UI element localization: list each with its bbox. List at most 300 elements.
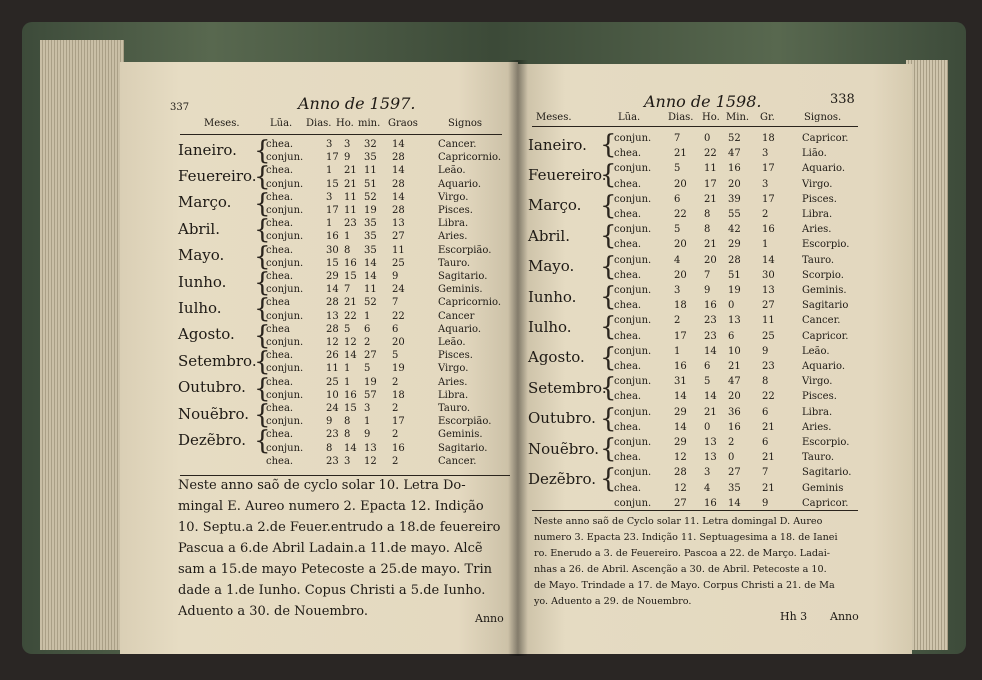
hour-value: 16 — [344, 389, 357, 401]
hour-value: 8 — [344, 244, 351, 256]
table-row — [518, 299, 912, 312]
sign-value: Capricornio. — [438, 297, 502, 309]
minute-value: 10 — [728, 345, 741, 357]
table-row — [120, 138, 518, 151]
book-gutter — [508, 60, 528, 656]
moon-phase: conjun. — [266, 363, 304, 375]
sign-value: Leão. — [438, 165, 466, 177]
month-label: Iulho. — [178, 299, 222, 317]
sign-value: Tauro. — [802, 254, 835, 266]
day-value: 20 — [674, 269, 687, 281]
sign-value: Aquario. — [438, 178, 482, 190]
sign-value: Scorpio. — [802, 269, 844, 281]
minute-value: 47 — [728, 376, 741, 388]
day-value: 16 — [674, 361, 687, 372]
degree-value: 3 — [762, 148, 769, 160]
day-value: 7 — [674, 133, 681, 144]
left-header-rule — [180, 134, 502, 135]
month-label: Nouẽbro. — [528, 439, 600, 458]
hour-value: 21 — [704, 239, 717, 251]
month-label: Nouẽbro. — [178, 404, 250, 423]
table-row — [518, 238, 912, 251]
month-label: Dezẽbro. — [528, 470, 596, 488]
degree-value: 6 — [762, 437, 769, 448]
hour-value: 14 — [344, 350, 357, 362]
minute-value: 51 — [364, 178, 377, 190]
table-row — [518, 269, 912, 282]
degree-value: 2 — [392, 455, 399, 467]
table-row — [120, 349, 518, 362]
table-row — [120, 178, 518, 191]
degree-value: 30 — [762, 269, 775, 281]
paragraph-line: sam a 15.de mayo Petecoste a 25.de mayo. Trin — [178, 562, 492, 577]
moon-phase: chea. — [266, 271, 294, 282]
month-label: Março. — [178, 193, 232, 212]
right-page — [518, 64, 912, 654]
degree-value: 13 — [762, 285, 775, 296]
degree-value: 25 — [762, 330, 775, 342]
degree-value: 25 — [392, 257, 405, 269]
right-header-days: Dias. — [668, 112, 694, 123]
sign-value: Virgo. — [802, 178, 833, 190]
moon-phase: chea. — [614, 391, 642, 403]
day-value: 23 — [326, 455, 339, 467]
table-row — [120, 204, 518, 217]
table-row — [120, 151, 518, 164]
table-row — [120, 296, 518, 309]
sign-value: Capricornio. — [438, 152, 502, 164]
moon-phase: chea. — [614, 300, 642, 312]
sign-value: Geminis — [802, 482, 844, 494]
minute-value: 19 — [728, 285, 741, 296]
minute-value: 5 — [364, 363, 371, 375]
hour-value: 21 — [704, 193, 717, 205]
hour-value: 14 — [704, 391, 717, 403]
hour-value: 16 — [704, 300, 717, 312]
degree-value: 5 — [392, 350, 399, 362]
paragraph-line: mingal E. Aureo numero 2. Epacta 12. Indição — [178, 499, 484, 514]
moon-phase: conjun. — [614, 467, 652, 479]
brace-glyph: { — [600, 434, 617, 464]
moon-phase: chea. — [614, 178, 642, 190]
degree-value: 6 — [762, 406, 769, 418]
moon-phase: conjun. — [266, 152, 304, 164]
moon-phase: chea. — [266, 165, 294, 177]
table-row — [518, 314, 912, 327]
sign-value: Escorpião. — [438, 416, 492, 428]
degree-value: 21 — [762, 421, 775, 433]
degree-value: 14 — [392, 191, 405, 203]
minute-value: 57 — [364, 389, 377, 401]
left-paragraph — [178, 475, 500, 622]
table-row — [518, 208, 912, 221]
day-value: 4 — [674, 254, 681, 266]
minute-value: 39 — [728, 193, 741, 205]
table-row — [518, 254, 912, 267]
sign-value: Cancer. — [438, 455, 477, 467]
moon-phase: conjun. — [614, 285, 652, 296]
brace-glyph: { — [600, 403, 617, 434]
sign-value: Aries. — [802, 224, 832, 236]
degree-value: 13 — [392, 218, 405, 230]
brace-glyph: { — [600, 130, 617, 160]
degree-value: 28 — [392, 178, 405, 190]
table-row — [518, 193, 912, 206]
sign-value: Leão. — [802, 345, 830, 357]
sign-value: Pisces. — [802, 193, 837, 205]
moon-phase: chea. — [266, 191, 294, 203]
day-value: 12 — [674, 482, 687, 494]
day-value: 21 — [674, 148, 687, 160]
moon-phase: conjun. — [614, 163, 652, 175]
moon-phase: conjun. — [614, 193, 652, 205]
table-row — [518, 451, 912, 464]
table-row — [518, 360, 912, 373]
degree-value: 17 — [762, 163, 775, 175]
hour-value: 7 — [344, 284, 351, 296]
month-label: Feuereiro. — [178, 167, 257, 185]
hour-value: 23 — [704, 330, 717, 342]
day-value: 28 — [326, 297, 339, 309]
table-row — [120, 191, 518, 204]
degree-value: 16 — [762, 224, 775, 236]
sign-value: Geminis. — [438, 429, 483, 441]
right-header-rule — [532, 126, 858, 127]
brace-glyph: { — [600, 282, 617, 312]
paragraph-line: numero 3. Epacta 23. Indição 11. Septuagesima a 18. de Ianei — [534, 532, 838, 543]
moon-phase: chea. — [266, 403, 294, 414]
minute-value: 52 — [364, 297, 377, 309]
degree-value: 2 — [392, 376, 399, 388]
degree-value: 24 — [392, 284, 405, 296]
paragraph-line: dade a 1.de Iunho. Copus Christi a 5.de Iunho. — [178, 583, 486, 598]
table-row — [120, 164, 518, 177]
hour-value: 6 — [704, 361, 711, 372]
minute-value: 32 — [364, 139, 377, 150]
sign-value: Aries. — [802, 421, 832, 433]
sign-value: Libra. — [802, 209, 833, 220]
day-value: 20 — [674, 239, 687, 251]
hour-value: 21 — [344, 165, 357, 177]
minute-value: 52 — [364, 191, 377, 203]
brace-glyph: { — [254, 162, 271, 193]
table-row — [518, 375, 912, 388]
degree-value: 17 — [392, 416, 405, 428]
degree-value: 18 — [762, 133, 775, 144]
moon-phase: conjun. — [266, 284, 304, 296]
degree-value: 18 — [392, 389, 405, 401]
hour-value: 9 — [344, 152, 351, 164]
moon-phase: chea. — [614, 361, 642, 372]
month-label: Abril. — [528, 226, 570, 245]
right-header-minutes: Min. — [726, 112, 750, 123]
degree-value: 8 — [762, 376, 769, 388]
sign-value: Sagitario — [802, 300, 849, 312]
paragraph-line: yo. Aduento a 29. de Nouembro. — [534, 596, 692, 607]
minute-value: 19 — [364, 205, 377, 216]
degree-value: 6 — [392, 323, 399, 335]
hour-value: 11 — [344, 191, 357, 203]
day-value: 1 — [326, 165, 333, 177]
sign-value: Virgo. — [802, 376, 833, 388]
degree-value: 17 — [762, 193, 775, 205]
day-value: 6 — [674, 193, 681, 205]
day-value: 25 — [326, 376, 339, 388]
degree-value: 19 — [392, 363, 405, 375]
left-page-number: 337 — [170, 102, 190, 113]
sign-value: Virgo. — [438, 363, 469, 375]
minute-value: 1 — [364, 416, 371, 428]
minute-value: 13 — [728, 315, 741, 327]
month-label: Setembro. — [178, 351, 257, 370]
table-row — [120, 362, 518, 375]
degree-value: 28 — [392, 152, 405, 164]
sign-value: Aquario. — [802, 163, 846, 175]
moon-phase: conjun. — [266, 416, 304, 428]
minute-value: 12 — [364, 455, 377, 467]
table-row — [518, 497, 912, 510]
sign-value: Tauro. — [438, 403, 471, 414]
table-row — [518, 132, 912, 145]
day-value: 2 — [674, 315, 681, 327]
minute-value: 19 — [364, 376, 377, 388]
brace-glyph: { — [600, 160, 617, 191]
brace-glyph: { — [600, 342, 617, 373]
right-signature: Hh 3 — [780, 610, 808, 623]
hour-value: 9 — [704, 285, 711, 296]
table-row — [120, 415, 518, 428]
hour-value: 21 — [344, 297, 357, 309]
minute-value: 42 — [728, 224, 741, 236]
day-value: 17 — [326, 205, 339, 216]
sign-value: Pisces. — [438, 205, 473, 216]
minute-value: 28 — [728, 254, 741, 266]
table-row — [120, 323, 518, 336]
table-row — [518, 284, 912, 297]
minute-value: 16 — [728, 163, 741, 175]
sign-value: Capricor. — [802, 330, 849, 342]
left-header-minutes: min. — [358, 118, 381, 129]
paragraph-line: de Mayo. Trindade a 17. de Mayo. Corpus Christi a 21. de Ma — [534, 580, 835, 591]
sign-value: Capricor. — [802, 133, 849, 144]
hour-value: 13 — [704, 437, 717, 448]
brace-glyph: { — [254, 268, 271, 298]
minute-value: 36 — [728, 406, 741, 418]
table-row — [120, 230, 518, 243]
day-value: 29 — [326, 271, 339, 282]
table-row — [120, 244, 518, 257]
sign-value: Cancer. — [802, 315, 841, 327]
day-value: 5 — [674, 224, 681, 236]
hour-value: 5 — [704, 376, 711, 388]
degree-value: 3 — [762, 178, 769, 190]
moon-phase: chea. — [266, 139, 294, 150]
moon-phase: chea — [266, 323, 290, 335]
day-value: 3 — [674, 285, 681, 296]
minute-value: 13 — [364, 442, 377, 454]
table-row — [120, 217, 518, 230]
sign-value: Pisces. — [802, 391, 837, 403]
table-row — [120, 283, 518, 296]
day-value: 28 — [326, 323, 339, 335]
minute-value: 1 — [364, 310, 371, 322]
minute-value: 11 — [364, 284, 377, 296]
month-label: Ianeiro. — [178, 140, 237, 159]
left-header-months: Meses. — [204, 118, 240, 129]
moon-phase: chea. — [614, 330, 642, 342]
day-value: 13 — [326, 310, 339, 322]
degree-value: 20 — [392, 337, 405, 348]
table-row — [518, 421, 912, 434]
hour-value: 3 — [704, 467, 711, 479]
minute-value: 20 — [728, 391, 741, 403]
day-value: 24 — [326, 403, 339, 414]
left-header-moon: Lũa. — [270, 118, 293, 129]
minute-value: 35 — [728, 482, 741, 494]
moon-phase: chea. — [266, 455, 294, 467]
minute-value: 14 — [364, 257, 377, 269]
left-page — [120, 62, 518, 654]
sign-value: Sagitario. — [438, 442, 488, 454]
left-catchword: Anno — [475, 612, 504, 625]
paragraph-line: Neste anno saõ de cyclo solar 10. Letra Do- — [178, 478, 466, 493]
day-value: 11 — [326, 363, 339, 375]
page-edges-left — [40, 40, 124, 650]
left-year-title: Anno de 1597. — [298, 94, 416, 113]
brace-glyph: { — [254, 400, 271, 430]
brace-glyph: { — [254, 136, 271, 166]
sign-value: Pisces. — [438, 350, 473, 362]
table-row — [120, 257, 518, 270]
moon-phase: conjun. — [614, 133, 652, 144]
day-value: 12 — [674, 452, 687, 464]
day-value: 14 — [674, 421, 687, 433]
sign-value: Lião. — [802, 148, 827, 160]
table-row — [120, 442, 518, 455]
paragraph-line: 10. Septu.a 2.de Feuer.entrudo a 18.de feuereiro — [178, 520, 501, 535]
day-value: 3 — [326, 139, 333, 150]
hour-value: 13 — [704, 452, 717, 464]
day-value: 1 — [326, 218, 333, 230]
table-row — [120, 389, 518, 402]
sign-value: Geminis. — [438, 284, 483, 296]
hour-value: 16 — [704, 497, 717, 509]
day-value: 29 — [674, 437, 687, 448]
brace-glyph: { — [254, 188, 271, 219]
month-label: Iunho. — [178, 272, 227, 291]
day-value: 15 — [326, 178, 339, 190]
degree-value: 21 — [762, 482, 775, 494]
hour-value: 8 — [344, 429, 351, 441]
moon-phase: chea — [266, 297, 290, 309]
table-row — [518, 147, 912, 160]
brace-glyph: { — [254, 241, 271, 272]
left-header-hours: Ho. — [336, 118, 354, 129]
degree-value: 16 — [392, 442, 405, 454]
sign-value: Aquario. — [802, 361, 846, 372]
day-value: 17 — [674, 330, 687, 342]
hour-value: 7 — [704, 269, 711, 281]
brace-glyph: { — [600, 373, 617, 404]
moon-phase: conjun. — [266, 442, 304, 454]
brace-glyph: { — [600, 190, 617, 221]
moon-phase: conjun. — [266, 257, 304, 269]
minute-value: 0 — [728, 300, 735, 312]
degree-value: 1 — [762, 239, 769, 251]
sign-value: Escorpião. — [438, 244, 492, 256]
hour-value: 3 — [344, 139, 351, 150]
hour-value: 8 — [344, 416, 351, 428]
degree-value: 2 — [762, 209, 769, 220]
minute-value: 27 — [728, 467, 741, 479]
sign-value: Tauro. — [438, 257, 471, 269]
minute-value: 14 — [364, 271, 377, 282]
sign-value: Libra. — [438, 389, 469, 401]
day-value: 22 — [674, 209, 687, 220]
moon-phase: conjun. — [266, 310, 304, 322]
hour-value: 23 — [704, 315, 717, 327]
month-label: Feuereiro. — [528, 166, 607, 184]
moon-phase: chea. — [266, 350, 294, 362]
hour-value: 22 — [704, 148, 717, 160]
table-row — [518, 178, 912, 191]
degree-value: 28 — [392, 205, 405, 216]
sign-value: Capricor. — [802, 497, 849, 509]
moon-phase: conjun. — [266, 205, 304, 216]
right-footer-rule — [532, 510, 858, 511]
brace-glyph: { — [254, 215, 271, 246]
minute-value: 2 — [364, 337, 371, 348]
minute-value: 6 — [728, 330, 735, 342]
table-row — [120, 455, 518, 468]
hour-value: 17 — [704, 178, 717, 190]
day-value: 20 — [674, 178, 687, 190]
right-catchword: Anno — [830, 610, 859, 623]
table-row — [518, 223, 912, 236]
degree-value: 27 — [392, 231, 405, 243]
moon-phase: conjun. — [614, 376, 652, 388]
month-label: Iunho. — [528, 287, 577, 306]
day-value: 15 — [326, 257, 339, 269]
sign-value: Aries. — [438, 376, 468, 388]
table-row — [518, 390, 912, 403]
moon-phase: conjun. — [614, 224, 652, 236]
month-label: Outubro. — [178, 378, 246, 397]
sign-value: Libra. — [802, 406, 833, 418]
moon-phase: chea. — [266, 429, 294, 441]
brace-glyph: { — [254, 373, 271, 404]
hour-value: 3 — [344, 455, 351, 467]
moon-phase: conjun. — [266, 178, 304, 190]
degree-value: 23 — [762, 361, 775, 372]
degree-value: 22 — [762, 391, 775, 403]
month-label: Outubro. — [528, 409, 596, 428]
degree-value: 2 — [392, 403, 399, 414]
degree-value: 7 — [392, 297, 399, 309]
brace-glyph: { — [600, 251, 617, 282]
table-row — [120, 336, 518, 349]
hour-value: 14 — [344, 442, 357, 454]
day-value: 18 — [674, 300, 687, 312]
sign-value: Escorpio. — [802, 437, 850, 448]
hour-value: 1 — [344, 376, 351, 388]
hour-value: 23 — [344, 218, 357, 230]
brace-glyph: { — [254, 426, 271, 457]
paragraph-line: Pascua a 6.de Abril Ladain.a 11.de mayo. Alcẽ — [178, 541, 483, 556]
right-header-months: Meses. — [536, 112, 572, 123]
hour-value: 1 — [344, 363, 351, 375]
moon-phase: chea. — [266, 376, 294, 388]
